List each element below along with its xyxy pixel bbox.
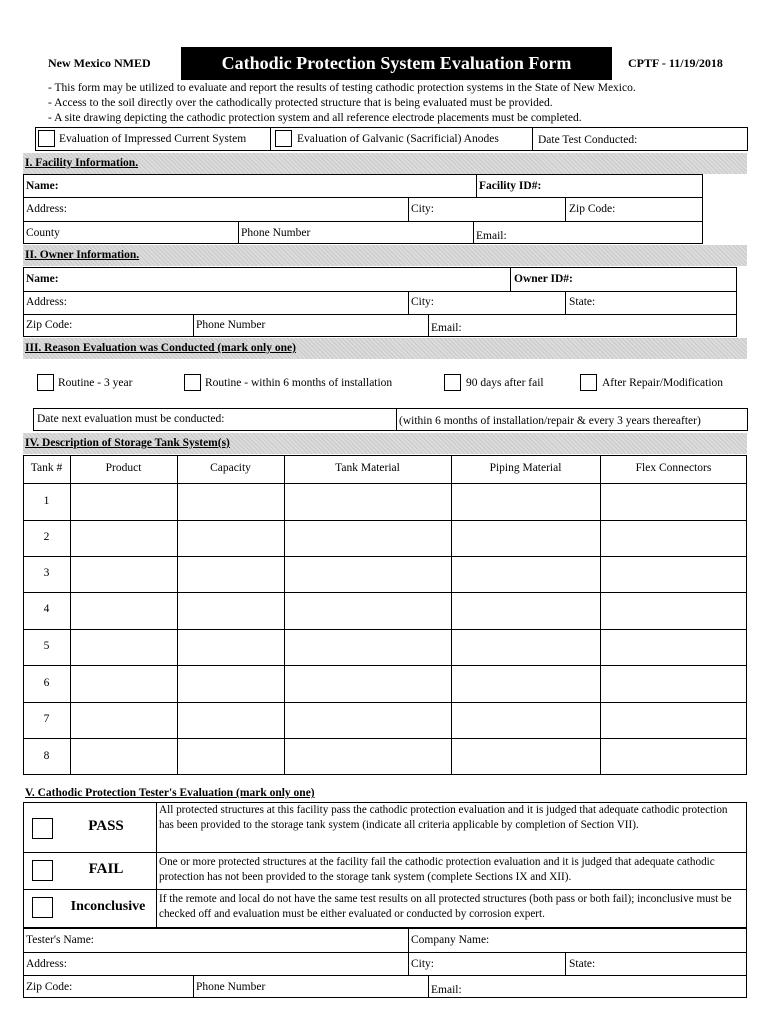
routine-3-year-label: Routine - 3 year [58,377,133,389]
tank-row-number: 7 [43,713,50,725]
tanks-section-header [23,433,747,454]
column-header-tank-material: Tank Material [335,462,400,474]
tester-zip-field[interactable]: Zip Code: [26,981,73,993]
intro-line-3: - A site drawing depicting the cathodic protection system and all reference electrode placements must be completed. [48,112,582,124]
facility-phone-field[interactable]: Phone Number [241,227,311,239]
tank-row-number: 3 [43,567,50,579]
tanks-heading: IV. Description of Storage Tank System(s) [25,437,230,449]
form-title: Cathodic Protection System Evaluation Form [181,47,612,80]
tester-address-field[interactable]: Address: [26,958,67,970]
owner-phone-field[interactable]: Phone Number [196,319,266,331]
tank-table [23,455,747,775]
column-header-flex-connectors: Flex Connectors [635,462,712,474]
tank-row-number: 8 [43,750,50,762]
impressed-current-label: Evaluation of Impressed Current System [59,133,247,145]
column-header-tank-number: Tank # [30,462,63,474]
owner-name-field[interactable]: Name: [26,273,59,285]
owner-email-field[interactable]: Email: [431,322,462,334]
tank-row-number: 6 [43,677,50,689]
next-evaluation-date-field[interactable]: Date next evaluation must be conducted: [37,413,225,425]
routine-6-months-checkbox[interactable] [184,374,201,391]
owner-id-field[interactable]: Owner ID#: [514,273,573,285]
90-days-after-fail-label: 90 days after fail [466,377,544,389]
owner-section-header [23,245,747,266]
agency-label: New Mexico NMED [48,56,151,70]
inconclusive-checkbox[interactable] [32,897,53,918]
facility-name-field[interactable]: Name: [26,180,59,192]
reason-section-header [23,338,747,359]
facility-county-field[interactable]: County [26,227,60,239]
column-header-product: Product [105,462,142,474]
form-id: CPTF - 11/19/2018 [628,56,723,70]
fail-description: One or more protected structures at the facility fail the cathodic protection evaluation and it is judged that adequate cathodic protection has not been provided to the storage tank system (complete Sections IX and XII). [159,856,715,883]
next-evaluation-note: (within 6 months of installation/repair & every 3 years thereafter) [399,415,701,427]
after-repair-label: After Repair/Modification [602,377,724,389]
facility-email-field[interactable]: Email: [476,230,507,242]
company-name-field[interactable]: Company Name: [411,934,490,946]
owner-heading: II. Owner Information. [25,249,140,261]
tank-row-number: 4 [43,603,50,615]
tank-row-number: 5 [43,640,50,652]
fail-checkbox[interactable] [32,860,53,881]
tester-email-field[interactable]: Email: [431,984,462,996]
after-repair-checkbox[interactable] [580,374,597,391]
owner-state-field[interactable]: State: [569,296,596,308]
tester-eval-heading: V. Cathodic Protection Tester's Evaluation (mark only one) [25,787,315,799]
owner-city-field[interactable]: City: [411,296,435,308]
facility-address-field[interactable]: Address: [26,203,67,215]
facility-id-field[interactable]: Facility ID#: [479,180,542,192]
facility-section-header [23,153,747,174]
inconclusive-description: If the remote and local do not have the same test results on all protected structures (both pass or both fail); inconclusive must be checked off and evaluation must be either evaluated or conducted by corrosion expert. [159,893,732,920]
tester-info-table [23,928,747,998]
pass-checkbox[interactable] [32,818,53,839]
tester-phone-field[interactable]: Phone Number [196,981,266,993]
routine-3-year-checkbox[interactable] [37,374,54,391]
column-header-piping-material: Piping Material [489,462,562,474]
pass-description: All protected structures at this facility pass the cathodic protection evaluation and it is judged that adequate cathodic protection has been provided to the storage tank system (indicate all criteria applicable by completion of Section VII). [159,804,728,831]
facility-zip-field[interactable]: Zip Code: [569,203,616,215]
galvanic-anodes-label: Evaluation of Galvanic (Sacrificial) Anodes [297,133,499,145]
date-test-conducted-field[interactable]: Date Test Conducted: [538,134,638,146]
tester-city-field[interactable]: City: [411,958,435,970]
tank-row-number: 1 [43,495,50,507]
owner-table [23,267,737,337]
facility-heading: I. Facility Information. [25,157,139,169]
facility-city-field[interactable]: City: [411,203,435,215]
owner-zip-field[interactable]: Zip Code: [26,319,73,331]
90-days-after-fail-checkbox[interactable] [444,374,461,391]
tester-state-field[interactable]: State: [569,958,596,970]
tank-row-number: 2 [43,531,50,543]
routine-6-months-label: Routine - within 6 months of installation [205,377,393,389]
inconclusive-label: Inconclusive [70,899,146,914]
intro-line-1: - This form may be utilized to evaluate and report the results of testing cathodic protection systems in the State of New Mexico. [48,82,636,94]
fail-label: FAIL [88,861,124,877]
impressed-current-checkbox[interactable] [38,130,55,147]
pass-label: PASS [88,818,124,834]
intro-line-2: - Access to the soil directly over the cathodically protected structure that is being evaluated must be provided. [48,97,553,109]
reason-heading: III. Reason Evaluation was Conducted (mark only one) [25,342,296,354]
column-header-capacity: Capacity [210,462,251,474]
galvanic-anodes-checkbox[interactable] [275,130,292,147]
owner-address-field[interactable]: Address: [26,296,67,308]
tester-name-field[interactable]: Tester's Name: [26,934,95,946]
